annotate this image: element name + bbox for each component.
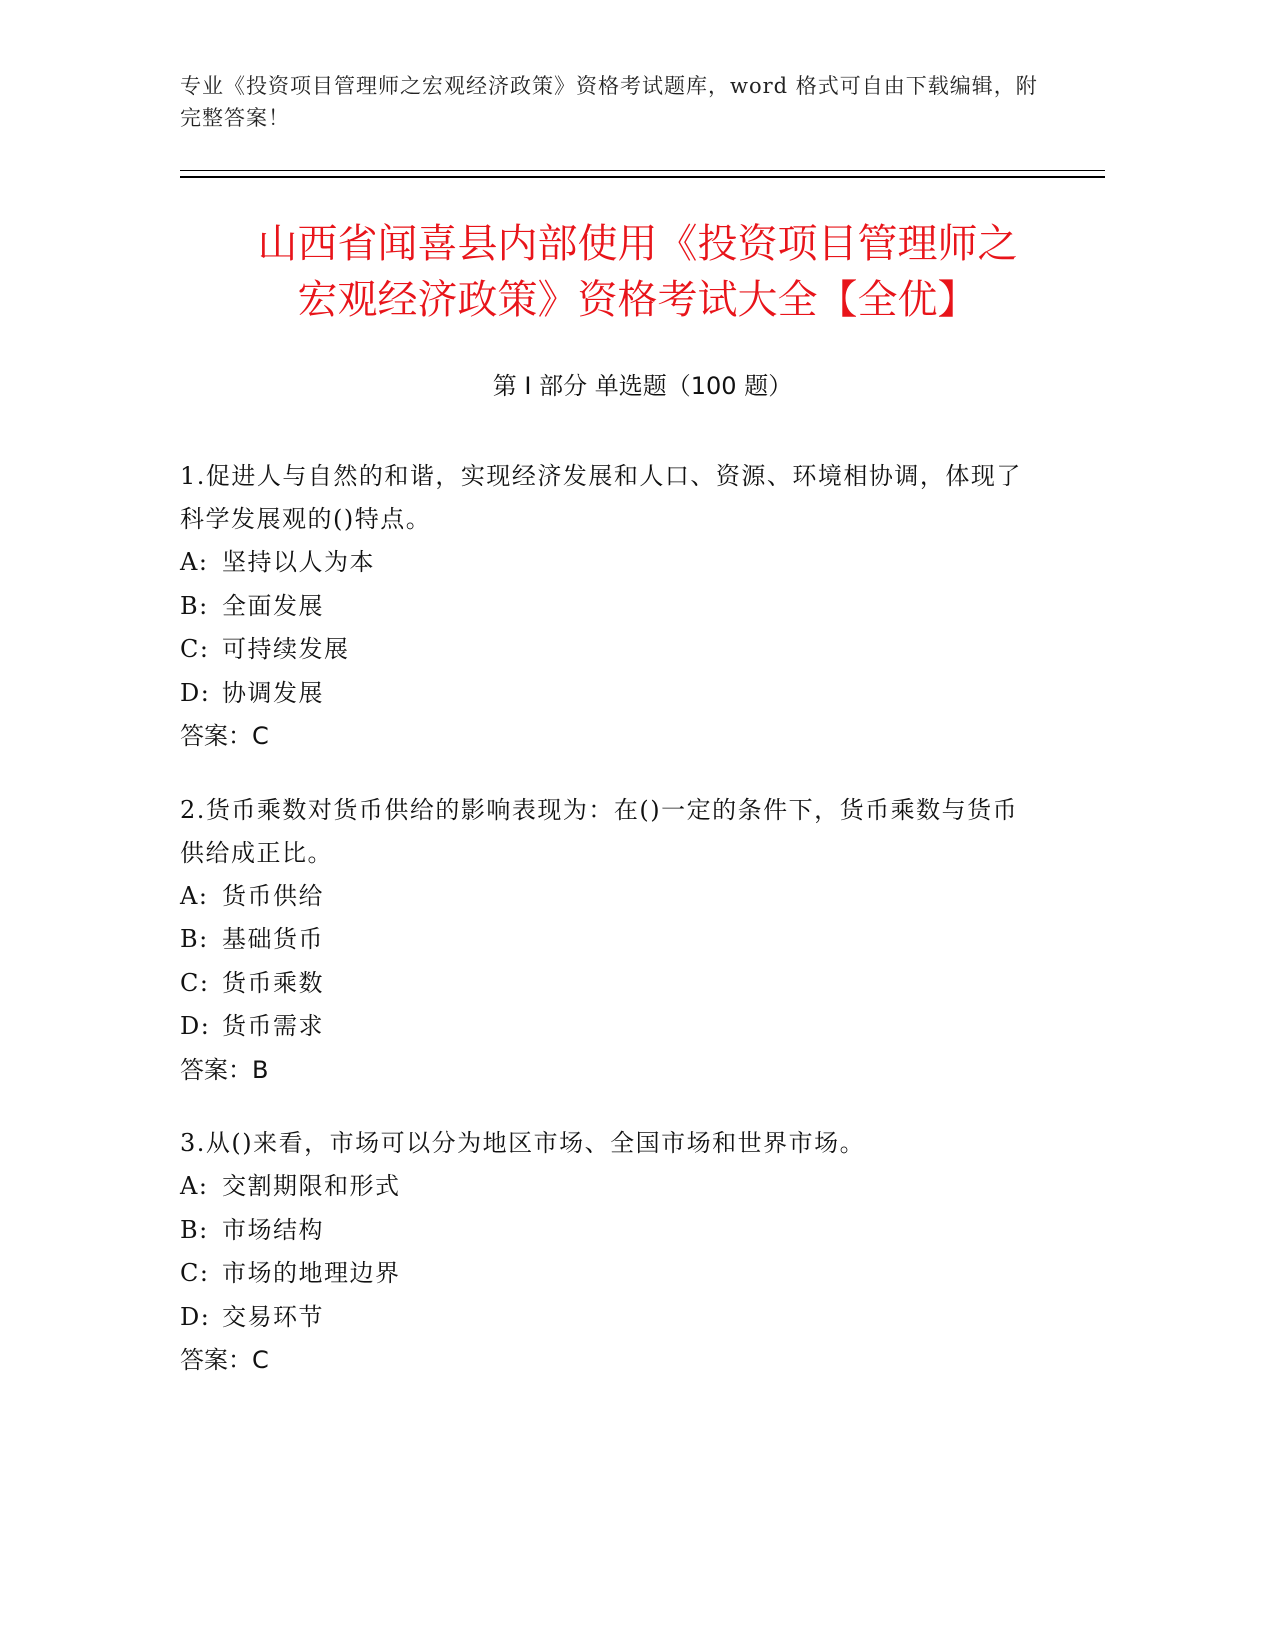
option-text: 货币需求 <box>222 1012 324 1040</box>
answer: 答案：C <box>180 1346 269 1374</box>
option-text: 交易环节 <box>222 1302 324 1331</box>
option-d <box>180 1296 1030 1340</box>
option-b <box>180 918 1030 962</box>
answer: 答案：B <box>180 1055 269 1084</box>
option-d <box>180 1005 1030 1049</box>
option-text: 市场的地理边界 <box>222 1259 401 1287</box>
option-letter: C: <box>180 968 210 997</box>
question-list <box>180 455 1030 1413</box>
document-title-line-2: 宏观经济政策》资格考试大全【全优】 <box>297 277 978 323</box>
option-text: 协调发展 <box>222 678 324 707</box>
question-stem: 1.促进人与自然的和谐，实现经济发展和人口、资源、环境相协调，体现了科学发展观的()特点。 <box>180 462 1022 533</box>
option-letter: D: <box>180 1012 211 1040</box>
option-letter: D: <box>180 678 211 707</box>
option-letter: D: <box>180 1302 211 1331</box>
header-divider-thick <box>180 176 1105 178</box>
question-2 <box>180 789 1030 1093</box>
option-c <box>180 1252 1030 1296</box>
option-letter: C: <box>180 1259 210 1287</box>
question-stem: 2.货币乘数对货币供给的影响表现为：在()一定的条件下，货币乘数与货币供给成正比。 <box>180 795 1019 867</box>
option-letter: B: <box>180 1215 209 1244</box>
question-stem: 3.从()来看，市场可以分为地区市场、全国市场和世界市场。 <box>180 1129 866 1157</box>
option-text: 交割期限和形式 <box>222 1172 401 1200</box>
option-b <box>180 585 1030 629</box>
option-text: 全面发展 <box>222 591 324 620</box>
option-letter: A: <box>180 548 209 576</box>
answer: 答案：C <box>180 722 269 750</box>
option-c <box>180 962 1030 1006</box>
header-divider-thin <box>180 170 1105 171</box>
option-text: 货币乘数 <box>222 968 324 997</box>
option-text: 基础货币 <box>222 925 324 953</box>
header-note: 专业《投资项目管理师之宏观经济政策》资格考试题库，word 格式可自由下载编辑，附完整答案！ <box>180 74 1038 130</box>
option-a <box>180 875 1030 919</box>
option-text: 货币供给 <box>222 881 324 910</box>
option-letter: A: <box>180 1172 209 1200</box>
option-letter: C: <box>180 635 210 663</box>
option-a <box>180 1165 1030 1209</box>
option-d <box>180 672 1030 716</box>
question-3 <box>180 1122 1030 1383</box>
option-text: 可持续发展 <box>222 635 350 663</box>
section-title: 第 I 部分 单选题（100 题） <box>492 372 793 400</box>
option-text: 坚持以人为本 <box>222 548 375 576</box>
document-title <box>140 216 1135 328</box>
question-1 <box>180 455 1030 759</box>
option-letter: B: <box>180 925 209 953</box>
option-letter: A: <box>180 881 209 910</box>
option-a <box>180 541 1030 585</box>
option-letter: B: <box>180 591 209 620</box>
option-text: 市场结构 <box>222 1215 324 1244</box>
option-b <box>180 1209 1030 1253</box>
document-title-line-1: 山西省闻喜县内部使用《投资项目管理师之 <box>257 221 1018 267</box>
option-c <box>180 628 1030 672</box>
